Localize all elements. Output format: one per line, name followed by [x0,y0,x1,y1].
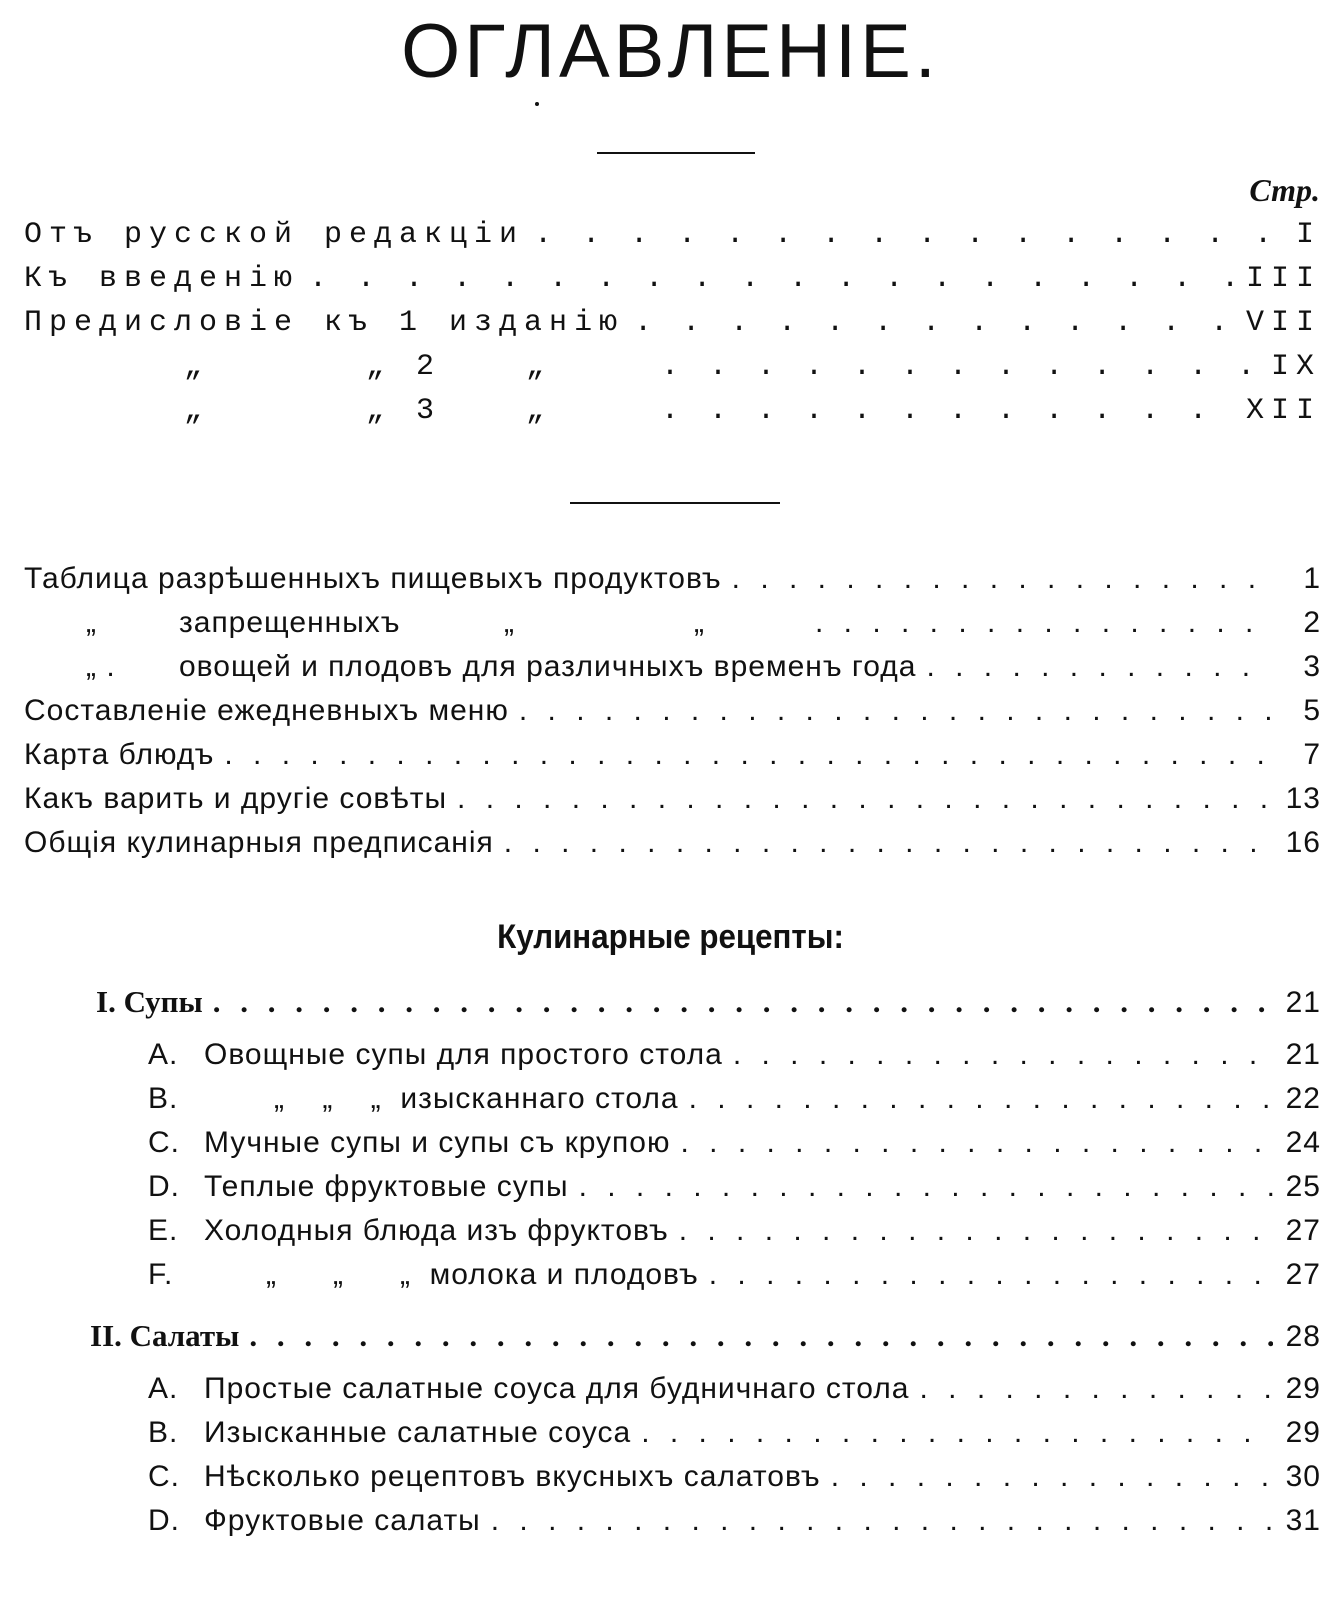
toc-entry[interactable] [24,738,1321,782]
entry-title: Какъ варить и другiе совѣты [24,782,448,815]
dot-leader [491,1504,1273,1538]
entry-letter: A. [148,1372,179,1405]
section-heading: Кулинарные рецепты: [497,918,844,956]
ditto-mark: „ [366,394,392,428]
toc-entry[interactable] [24,350,1321,394]
entry-title: Таблица разрѣшенныхъ пищевыхъ продуктовъ [24,562,722,595]
dot-leader [641,1416,1273,1450]
entry-page: 27 [1285,1258,1321,1291]
entry-letter: A. [148,1038,179,1071]
dot-leader [504,826,1273,860]
entry-title: Изысканные салатные соуса [204,1416,632,1449]
entry-title: Мучные супы и супы съ крупою [204,1126,671,1159]
entry-page: III [1245,262,1321,296]
dot-leader [679,1214,1273,1248]
ditto-mark: „ [366,350,392,384]
dot-leader [926,650,1273,684]
entry-page: 2 [1303,606,1321,639]
toc-entry[interactable] [148,1170,1321,1214]
edition-number: 3 [416,394,442,428]
entry-page: XII [1245,394,1321,428]
entry-page: 30 [1285,1460,1321,1493]
toc-entry[interactable] [24,782,1321,826]
entry-title: запрещенныхъ [179,606,401,639]
entry-page: I [1295,218,1321,252]
entry-title: Холодныя блюда изъ фруктовъ [204,1214,669,1247]
entry-title: Отъ русской редакцiи [24,218,525,252]
ditto-mark: „ [184,350,210,384]
ditto-mark: „ [184,394,210,428]
entry-title: Карта блюдъ [24,738,215,771]
entry-page: 5 [1303,694,1321,727]
entry-page: VII [1245,306,1321,340]
toc-entry[interactable] [148,1038,1321,1082]
toc-entry[interactable] [24,826,1321,870]
dot-leader [224,738,1273,772]
entry-letter: B. [148,1082,179,1115]
toc-entry[interactable] [148,1460,1321,1504]
toc-entry[interactable] [24,562,1321,606]
ditto-mark: „ [504,606,515,639]
dot-leader [689,1082,1273,1116]
entry-page: 21 [1285,1038,1321,1071]
entry-title: Составленiе ежедневныхъ меню [24,694,509,727]
divider-rule [570,502,780,504]
dot-leader [457,782,1273,816]
entry-title: овощей и плодовъ для различныхъ временъ года [179,650,917,683]
entry-title: Теплые фруктовые супы [204,1170,569,1203]
entry-title: Овощные супы для простого стола [204,1038,723,1071]
toc-entry[interactable] [24,694,1321,738]
ditto-mark: „ [86,606,97,639]
entry-page: 22 [1285,1082,1321,1115]
dot-leader [309,262,1238,296]
toc-entry[interactable] [148,1416,1321,1460]
toc-entry[interactable] [148,1258,1321,1302]
entry-letter: C. [148,1126,180,1159]
toc-entry[interactable] [24,218,1321,262]
toc-section[interactable] [90,1318,1321,1362]
dot-leader [733,1038,1273,1072]
dot-leader [680,1126,1273,1160]
entry-title: Къ введенiю [24,262,300,296]
entry-title: Простые салатные соуса для будничнаго стола [204,1372,910,1405]
entry-letter: F. [148,1258,174,1291]
toc-entry[interactable] [148,1504,1321,1548]
entry-page: 28 [1285,1320,1321,1353]
entry-title: „ „ „ изысканнаго стола [274,1082,679,1115]
entry-page: IX [1270,350,1321,384]
dot-leader [579,1170,1273,1204]
ditto-mark: „ [526,350,552,384]
entry-title: „ „ „ молока и плодовъ [266,1258,699,1291]
toc-entry[interactable] [24,650,1321,694]
dot-leader [815,606,1273,640]
entry-page: 1 [1303,562,1321,595]
toc-entry[interactable] [148,1082,1321,1126]
dot-leader [534,218,1273,252]
entry-page: 31 [1285,1504,1321,1537]
ditto-mark: „ [526,394,552,428]
toc-entry[interactable] [148,1126,1321,1170]
dot-leader [634,306,1238,340]
page-column-label: Стр. [1249,172,1320,208]
entry-letter: B. [148,1416,179,1449]
dot-leader [519,694,1273,728]
toc-section[interactable] [96,984,1321,1028]
entry-page: 29 [1285,1416,1321,1449]
entry-page: 16 [1285,826,1321,859]
entry-title: Предисловiе къ 1 изданiю [24,306,625,340]
toc-entry[interactable] [24,394,1321,438]
section-title: II. Салаты [90,1318,240,1353]
entry-page: 7 [1303,738,1321,771]
dot-leader [831,1460,1273,1494]
toc-entry[interactable] [24,606,1321,650]
divider-rule [597,152,755,154]
toc-entry[interactable] [24,262,1321,306]
entry-page: 13 [1285,782,1321,815]
ditto-mark: „ [694,606,705,639]
entry-title: Общiя кулинарныя предписанiя [24,826,494,859]
dot-leader [732,562,1273,596]
page-title: ОГЛАВЛЕНIЕ. [401,9,940,94]
entry-page: 21 [1285,986,1321,1019]
entry-title: Фруктовые салаты [204,1504,481,1537]
entry-letter: E. [148,1214,179,1247]
dot-leader [919,1372,1273,1406]
entry-letter: D. [148,1170,180,1203]
dot-leader [661,350,1263,384]
entry-page: 24 [1285,1126,1321,1159]
dot-leader [213,984,1273,1020]
ditto-mark: „ . [86,650,116,683]
ink-dot [535,102,539,106]
entry-page: 25 [1285,1170,1321,1203]
toc-entry[interactable] [148,1214,1321,1258]
entry-letter: D. [148,1504,180,1537]
edition-number: 2 [416,350,442,384]
entry-title: Нѣсколько рецептовъ вкусныхъ салатовъ [204,1460,821,1493]
toc-entry[interactable] [24,306,1321,350]
dot-leader [249,1318,1273,1354]
entry-page: 27 [1285,1214,1321,1247]
toc-entry[interactable] [148,1372,1321,1416]
dot-leader [661,394,1238,428]
dot-leader [709,1258,1273,1292]
entry-letter: C. [148,1460,180,1493]
entry-page: 3 [1303,650,1321,683]
entry-page: 29 [1285,1372,1321,1405]
section-title: I. Супы [96,984,203,1019]
